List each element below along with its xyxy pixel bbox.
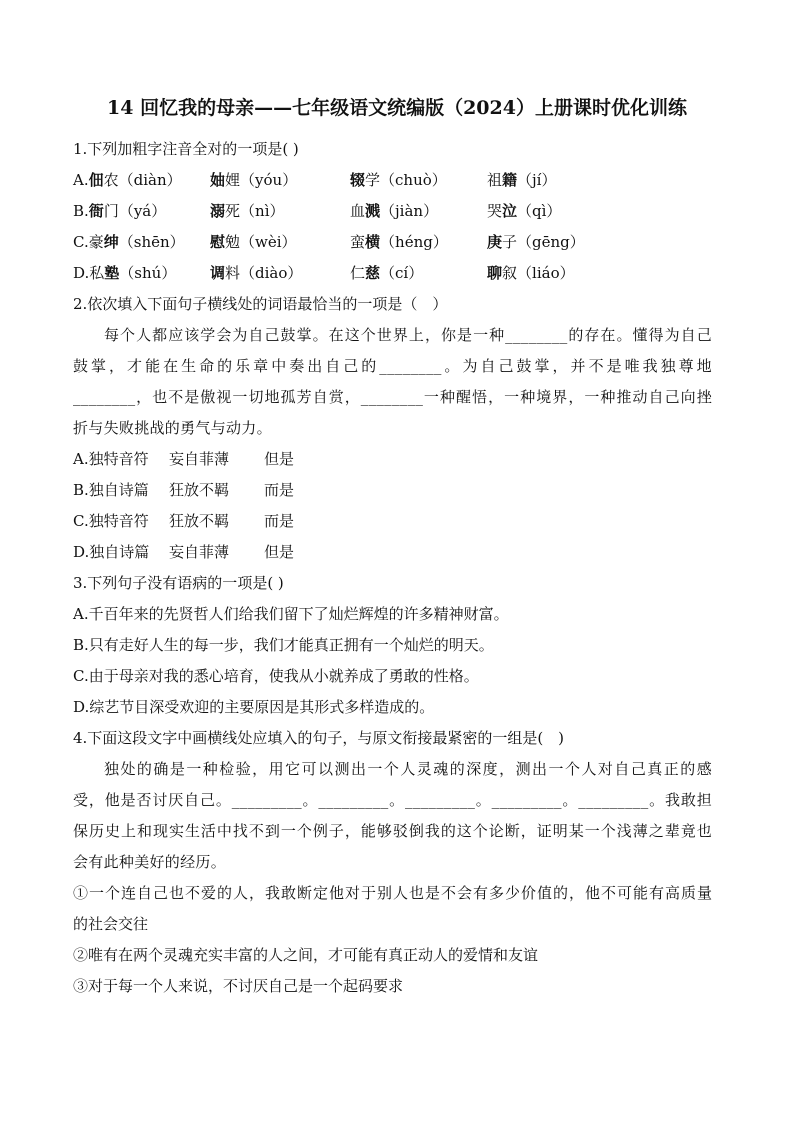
q2-d-word-2: 妄自菲薄 xyxy=(169,543,230,561)
plain-char: 叙 xyxy=(502,264,518,282)
option-word: 独自诗篇 xyxy=(89,543,150,561)
q1-option-c xyxy=(73,227,733,258)
q2-c-word-1 xyxy=(73,506,169,537)
plain-char: 私 xyxy=(89,264,105,282)
q1-option-b xyxy=(73,196,733,227)
q3-option-d xyxy=(73,692,733,723)
plain-char: 哭 xyxy=(487,202,503,220)
pinyin: （qì） xyxy=(517,202,562,220)
q1-c-item-4 xyxy=(487,227,647,258)
bold-char: 慰 xyxy=(210,233,226,251)
pinyin: （jiàn） xyxy=(380,202,439,220)
q1-b-item-2 xyxy=(210,196,350,227)
q3-option-c xyxy=(73,661,733,692)
pinyin: （jí） xyxy=(517,171,557,189)
q3-option-b xyxy=(73,630,733,661)
option-text: 千百年来的先贤哲人们给我们留下了灿烂辉煌的许多精神财富。 xyxy=(88,605,509,623)
pinyin: （yá） xyxy=(118,202,167,220)
q3-option-a xyxy=(73,599,733,630)
q1-option-a xyxy=(73,165,733,196)
q2-a-word-3: 但是 xyxy=(264,450,295,468)
q2-passage-line-2: 鼓掌，才能在生命的乐章中奏出自己的________。为自己鼓掌，并不是唯我独尊地 xyxy=(73,357,712,375)
option-label: B. xyxy=(73,481,89,499)
pinyin: （nì） xyxy=(240,202,285,220)
plain-char: 仁 xyxy=(350,264,366,282)
bold-char: 妯 xyxy=(210,171,226,189)
plain-char: 祖 xyxy=(487,171,503,189)
q1-b-item-3 xyxy=(350,196,487,227)
option-label: D. xyxy=(73,264,90,282)
q4-passage-line-3: 保历史上和现实生活中找不到一个例子，能够驳倒我的这个论断，证明某一个浅薄之辈竟也 xyxy=(73,822,712,840)
plain-char: 血 xyxy=(350,202,366,220)
q1-c-item-1 xyxy=(73,227,210,258)
q2-b-word-2: 狂放不羁 xyxy=(169,481,230,499)
q1-a-item-1 xyxy=(73,165,210,196)
q2-c-word-3: 而是 xyxy=(264,512,295,530)
pinyin: （shēn） xyxy=(118,233,185,251)
q2-a-word-2: 妄自菲薄 xyxy=(169,450,230,468)
q1-d-item-1 xyxy=(73,258,210,289)
bold-char: 衙 xyxy=(88,202,104,220)
bold-char: 泣 xyxy=(502,202,518,220)
exam-content xyxy=(73,134,733,1002)
option-label: A. xyxy=(73,171,89,189)
option-word: 独特音符 xyxy=(88,512,149,530)
pinyin: （chuò） xyxy=(380,171,447,189)
pinyin: （héng） xyxy=(380,233,448,251)
option-label: C. xyxy=(73,233,89,251)
bold-char: 庚 xyxy=(487,233,503,251)
q4-sentence-3: ③对于每一个人来说，不讨厌自己是一个起码要求 xyxy=(73,977,404,995)
q1-b-item-1 xyxy=(73,196,210,227)
plain-char: 子 xyxy=(502,233,518,251)
q4-passage-line-2: 受，他是否讨厌自己。_________。_________。_________。_________。_________。我敢担 xyxy=(73,791,712,809)
q2-option-c xyxy=(73,506,733,537)
pinyin: （diào） xyxy=(240,264,303,282)
q1-c-item-3 xyxy=(350,227,487,258)
q2-option-d xyxy=(73,537,733,568)
bold-char: 籍 xyxy=(502,171,518,189)
q1-option-d xyxy=(73,258,733,289)
option-word: 独特音符 xyxy=(88,450,149,468)
q4-sentence-1-line-1: ①一个连自己也不爱的人，我敢断定他对于别人也是不会有多少价值的，他不可能有高质量 xyxy=(73,884,712,902)
plain-char: 农 xyxy=(103,171,119,189)
q4-stem: 4.下面这段文字中画横线处应填入的句子，与原文衔接最紧密的一组是( ) xyxy=(73,729,565,747)
option-label: B. xyxy=(73,636,89,654)
pinyin: （diàn） xyxy=(118,171,182,189)
q2-b-word-3: 而是 xyxy=(264,481,295,499)
option-text: 只有走好人生的每一步，我们才能真正拥有一个灿烂的明天。 xyxy=(88,636,494,654)
option-label: D. xyxy=(73,543,90,561)
bold-char: 溅 xyxy=(365,202,381,220)
bold-char: 佃 xyxy=(88,171,104,189)
plain-char: 勉 xyxy=(225,233,241,251)
bold-char: 慈 xyxy=(365,264,381,282)
plain-char: 死 xyxy=(225,202,241,220)
q2-passage-line-1: 每个人都应该学会为自己鼓掌。在这个世界上，你是一种________的存在。懂得为自己 xyxy=(104,326,712,344)
pinyin: （wèi） xyxy=(240,233,297,251)
plain-char: 料 xyxy=(225,264,241,282)
option-text: 由于母亲对我的悉心培育，使我从小就养成了勇敢的性格。 xyxy=(88,667,479,685)
q3-stem: 3.下列句子没有语病的一项是( ) xyxy=(73,574,284,592)
bold-char: 横 xyxy=(365,233,381,251)
bold-char: 绅 xyxy=(103,233,119,251)
option-label: C. xyxy=(73,512,89,530)
option-word: 独自诗篇 xyxy=(88,481,149,499)
q2-option-a xyxy=(73,444,733,475)
pinyin: （gēng） xyxy=(517,233,585,251)
pinyin: （shú） xyxy=(119,264,177,282)
bold-char: 塾 xyxy=(104,264,120,282)
q1-c-item-2 xyxy=(210,227,350,258)
q4-sentence-2: ②唯有在两个灵魂充实丰富的人之间，才可能有真正动人的爱情和友谊 xyxy=(73,946,539,964)
q4-passage-line-1: 独处的确是一种检验，用它可以测出一个人灵魂的深度，测出一个人对自己真正的感 xyxy=(104,760,712,778)
q1-d-item-2 xyxy=(210,258,350,289)
q1-stem: 1.下列加粗字注音全对的一项是( ) xyxy=(73,140,299,158)
page-title: 14 回忆我的母亲——七年级语文统编版（2024）上册课时优化训练 xyxy=(107,97,687,119)
q2-stem: 2.依次填入下面句子横线处的词语最恰当的一项是（ ） xyxy=(73,295,448,313)
option-label: D. xyxy=(73,698,90,716)
q4-sentence-1-line-2: 的社会交往 xyxy=(73,915,149,933)
option-label: A. xyxy=(73,605,89,623)
q1-d-item-4 xyxy=(487,258,647,289)
plain-char: 学 xyxy=(365,171,381,189)
bold-char: 聊 xyxy=(487,264,503,282)
q2-passage-line-3: ________，也不是傲视一切地孤芳自赏，________一种醒悟，一种境界，一种推动自己向挫 xyxy=(73,388,712,406)
q2-d-word-1 xyxy=(73,537,169,568)
pinyin: （liáo） xyxy=(517,264,575,282)
option-label: C. xyxy=(73,667,89,685)
q2-option-b xyxy=(73,475,733,506)
q2-a-word-1 xyxy=(73,444,169,475)
q1-a-item-3 xyxy=(350,165,487,196)
bold-char: 溺 xyxy=(210,202,226,220)
q2-c-word-2: 狂放不羁 xyxy=(169,512,230,530)
q1-b-item-4 xyxy=(487,196,647,227)
option-text: 综艺节目深受欢迎的主要原因是其形式多样造成的。 xyxy=(89,698,435,716)
bold-char: 辍 xyxy=(350,171,366,189)
q2-d-word-3: 但是 xyxy=(264,543,295,561)
plain-char: 娌 xyxy=(225,171,241,189)
q2-passage-line-4: 折与失败挑战的勇气与动力。 xyxy=(73,419,272,437)
plain-char: 门 xyxy=(103,202,119,220)
pinyin: （yóu） xyxy=(240,171,298,189)
q1-d-item-3 xyxy=(350,258,487,289)
q1-a-item-2 xyxy=(210,165,350,196)
plain-char: 蛮 xyxy=(350,233,366,251)
option-label: A. xyxy=(73,450,89,468)
q1-a-item-4 xyxy=(487,165,647,196)
bold-char: 调 xyxy=(210,264,226,282)
plain-char: 豪 xyxy=(88,233,104,251)
q2-b-word-1 xyxy=(73,475,169,506)
option-label: B. xyxy=(73,202,89,220)
q4-passage-line-4: 会有此种美好的经历。 xyxy=(73,853,227,871)
pinyin: （cí） xyxy=(380,264,424,282)
